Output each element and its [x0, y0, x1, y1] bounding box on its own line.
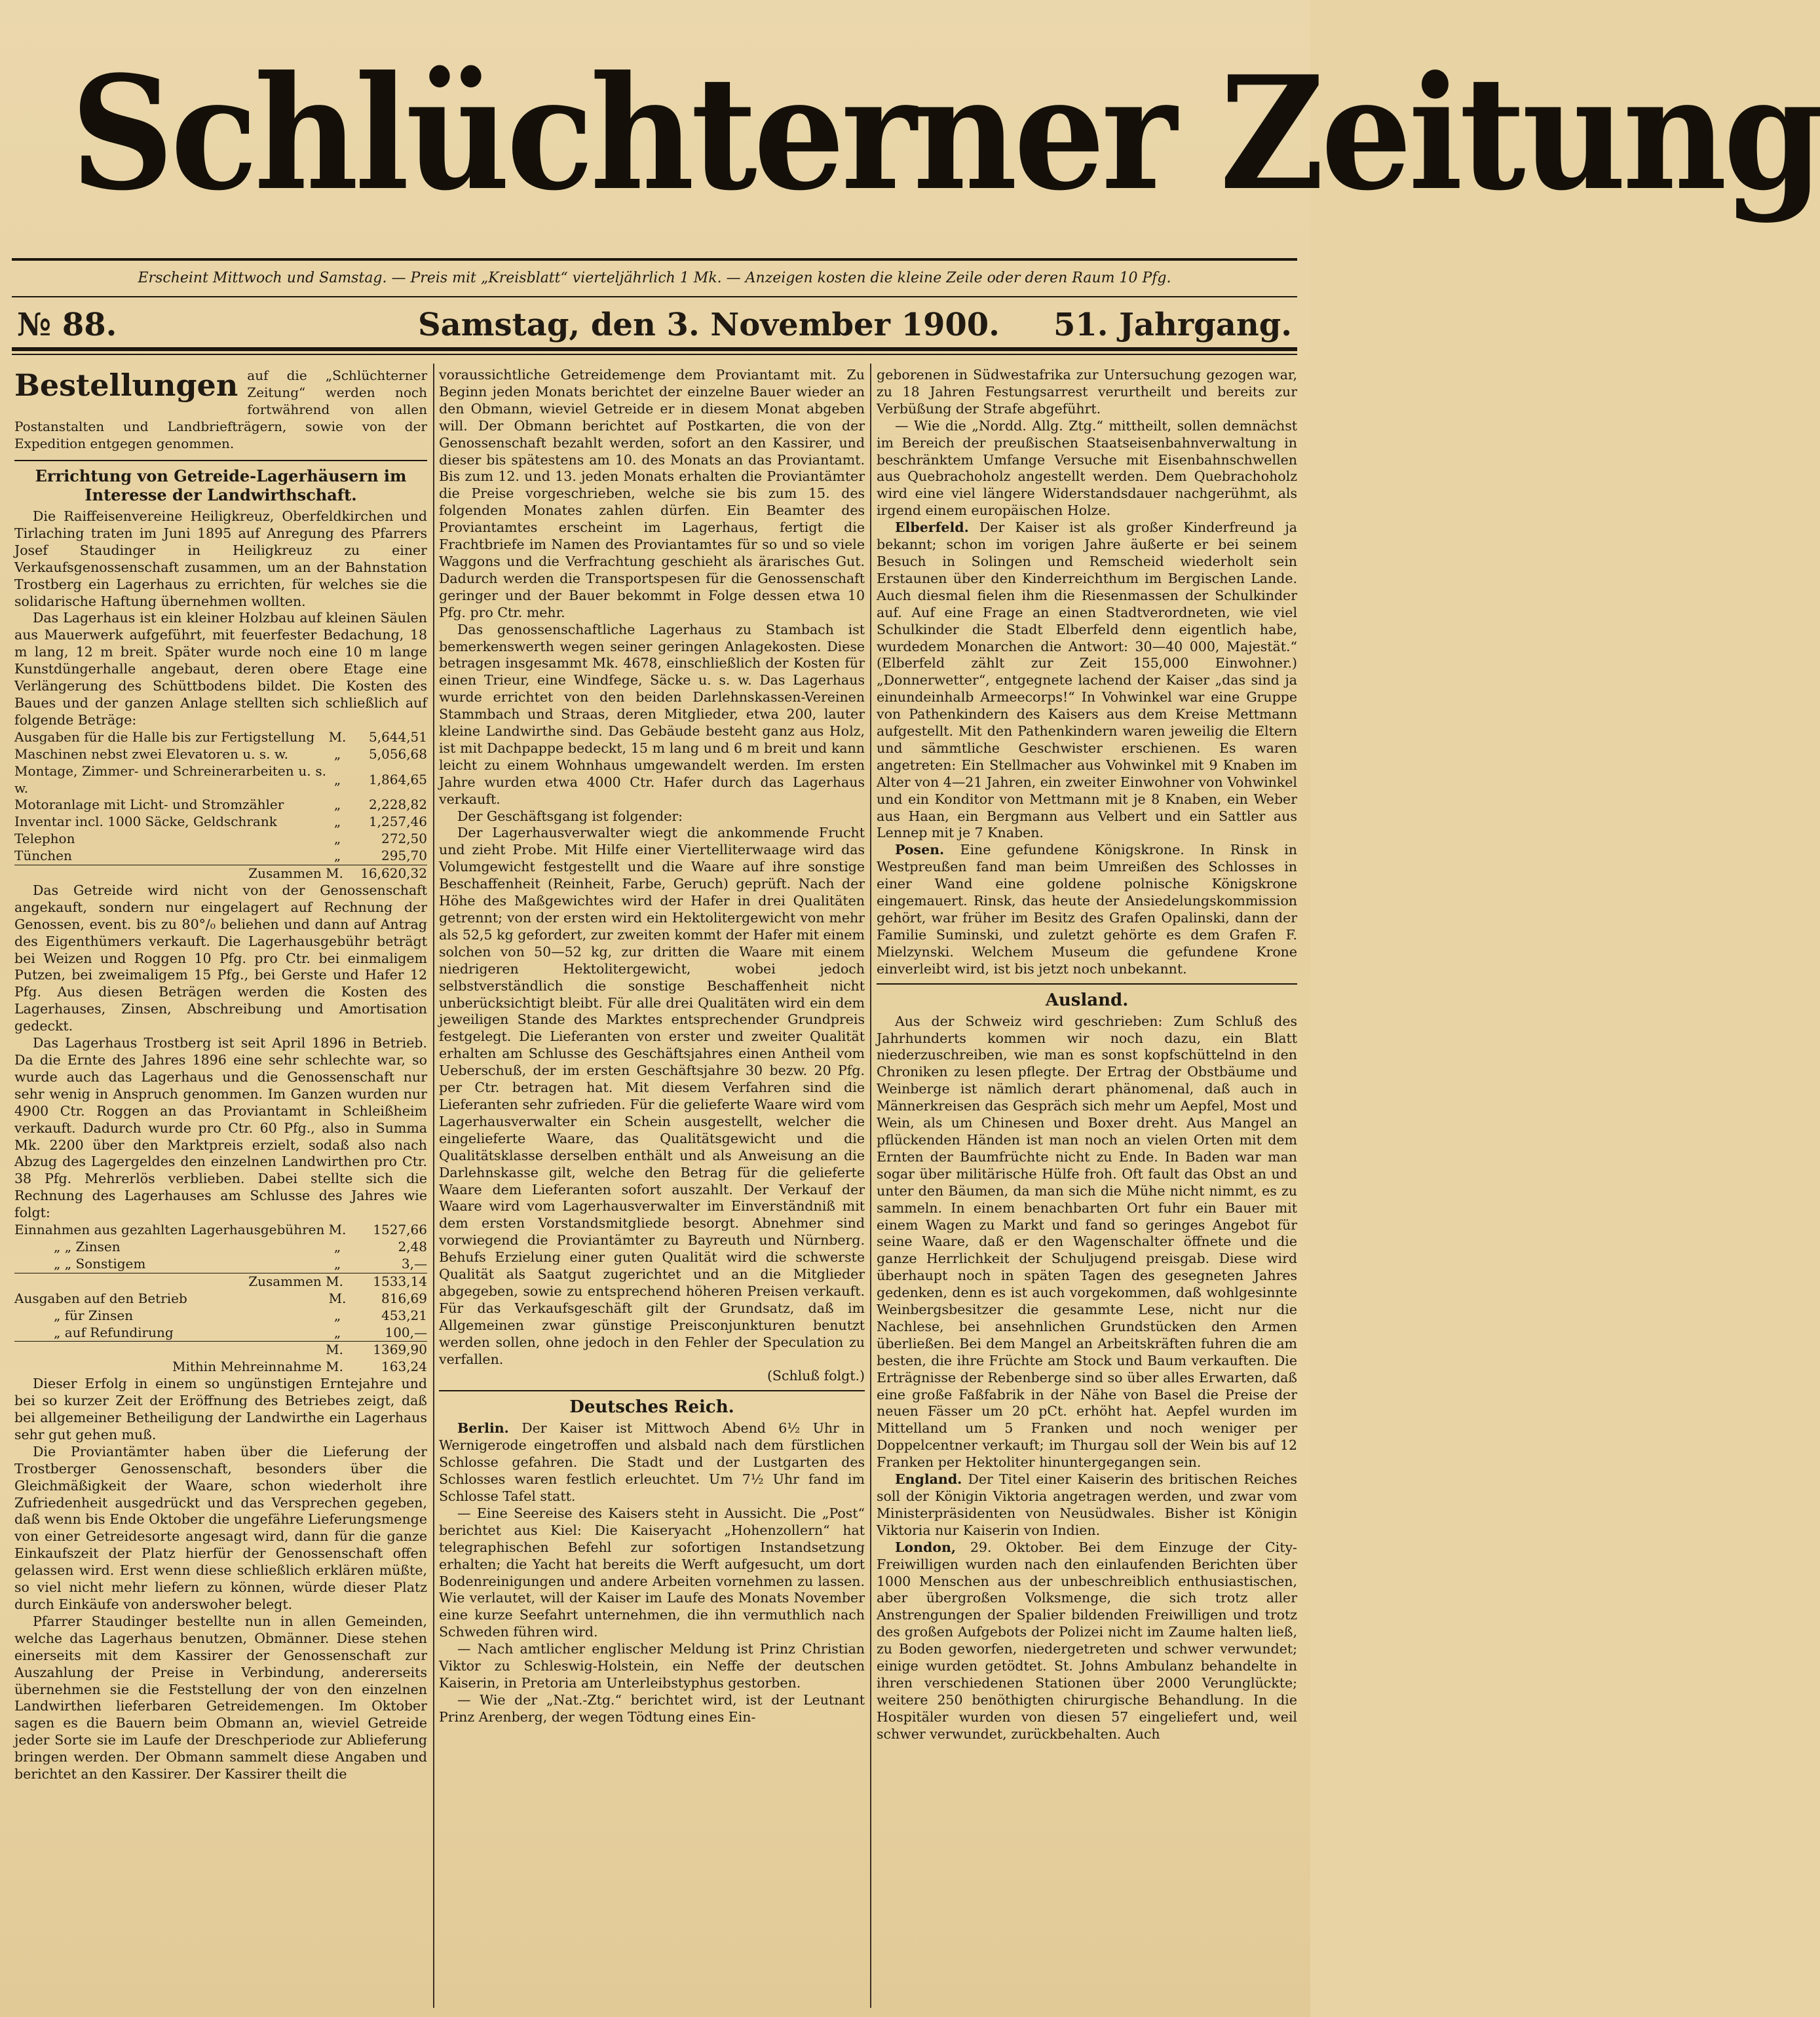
info-rule: [12, 296, 1297, 297]
cost-unit: „: [333, 848, 341, 864]
article-paragraph: voraussichtliche Getreidemenge dem Proviantamt mit. Zu Beginn jeden Monats berichtet der einzelne Bauer wieder an den Obmann, wieviel Getreide er in diesem Monat abgeben will. Der Obmann berichtet auf Postkarten, die von der Genossenschaft bezahlt werden, sofort an den Kassirer, und dieser bis spätestens am 10. des Monats an das Proviantamt. Bis zum 12. und 13. jeden Monats erhalten die Proviantämter die Preise vorgeschrieben, welche sie bis zum 15. des folgenden Monates zahlen dürfen. Ein Beamter des Proviantamtes erscheint im Lagerhaus, fertigt die Frachtbriefe im Namen des Proviantamtes für so und so viele Waggons und die Verfrachtung geschieht als ärarisches Gut. Dadurch werden die Transportspesen für die Genossenschaft geringer und der Bauer bekommt in Folge dessen etwa 10 Pfg. pro Ctr. mehr.: [439, 367, 865, 620]
expense-row: [14, 1291, 427, 1308]
expense-label: Ausgaben auf den Betrieb: [14, 1290, 187, 1306]
income-label: Einnahmen aus gezahlten Lagerhausgebühren: [14, 1222, 325, 1238]
cost-total-label: Zusammen M.: [248, 865, 343, 882]
surplus-amount: 163,24: [381, 1359, 427, 1375]
cost-label: Montage, Zimmer- und Schreinerarbeiten u. s. w.: [14, 763, 326, 796]
dateline-place: Elberfeld.: [895, 519, 969, 536]
dateline-place: London,: [895, 1539, 957, 1555]
news-text: Der Titel einer Kaiserin des britischen Reiches soll der Königin Viktoria angetragen werden, und zwar vom Ministerpräsidenten von Neusüdwales. Bisher ist Königin Viktoria nur Kaiserin von Indien.: [877, 1471, 1297, 1538]
expense-label: „ für Zinsen: [54, 1307, 134, 1323]
cost-total-row: [14, 865, 427, 882]
expense-row: [14, 1308, 427, 1325]
income-total-row: [14, 1273, 427, 1290]
income-row: [14, 1222, 427, 1239]
news-item: — Wie die „Nordd. Allg. Ztg.“ mittheilt, sollen demnächst im Bereich der preußischen Staatseisenbahnverwaltung in beschränktem Umfange Versuche mit Eisenbahnschwellen aus Quebrachoholz angestellt werden. Dem Quebrachoholz wird eine viel längere Widerstandsdauer nachgerühmt, als irgend einem europäischen Holze.: [877, 417, 1297, 519]
cost-total: 16,620,32: [360, 865, 427, 882]
info-line: Erscheint Mittwoch und Samstag. — Preis mit „Kreisblatt“ vierteljährlich 1 Mk. — Anzeigen kosten die kleine Zeile oder deren Raum 10 Pfg.: [138, 270, 1171, 286]
article-paragraph: Die Proviantämter haben über die Lieferung der Trostberger Genossenschaft, besonders über die Gleichmäßigkeit der Waare, schon wiederholt ihre Zufriedenheit ausgedrückt und das Versprechen gegeben, daß wenn bis Ende Oktober die ungefähre Lieferungsmenge von einer Getreidesorte angesagt wird, dann für die ganze Einkaufszeit der Platz hierfür der Genossenschaft offen gelassen wird. Erst wenn diese schließlich erklären müßte, so viel nicht mehr liefern zu können, würde dieser Platz durch Einkäufe von anderswoher belegt.: [14, 1443, 427, 1612]
bestellungen-heading: Bestellungen: [14, 368, 238, 403]
cost-label: Inventar incl. 1000 Säcke, Geldschrank: [14, 814, 277, 830]
cost-label: Ausgaben für die Halle bis zur Fertigstellung: [14, 728, 315, 745]
cost-amount: 5,056,68: [368, 745, 427, 762]
column-3: [877, 367, 1297, 2008]
article-paragraph: Dieser Erfolg in einem so ungünstigen Erntejahre und bei so kurzer Zeit der Eröffnung des Betriebes zeigt, daß bei allgemeiner Betheiligung der Landwirthe ein Lagerhaus sehr gut gehen muß.: [14, 1376, 427, 1442]
news-item: — Nach amtlicher englischer Meldung ist Prinz Christian Viktor zu Schleswig-Holstein, ein Neffe der deutschen Kaiserin, in Pretoria am Unterleibstyphus gestorben.: [439, 1641, 865, 1691]
news-text: Eine gefundene Königskrone. In Rinsk in Westpreußen fand man beim Umreißen des Schlosses in einer Wand eine goldene polnische Königskrone eingemauert. Rinsk, das heute der Ansiedelungskommission gehört, war früher im Besitz des Grafen Opalinski, dann der Familie Suminski, und zuletzt gehörte es dem Grafen F. Mielzynski. Welchem Museum die gefundene Krone einverleibt wird, ist bis jetzt noch unbekannt.: [877, 842, 1297, 977]
issue-line: [12, 303, 1297, 347]
cost-label: Tünchen: [14, 848, 72, 864]
income-total-label: Zusammen M.: [248, 1273, 343, 1289]
notice-rule: [14, 460, 427, 461]
cost-row: [14, 729, 427, 746]
article-paragraph: Das Lagerhaus ist ein kleiner Holzbau auf kleinen Säulen aus Mauerwerk aufgeführt, mit feuerfester Bedachung, 18 m lang, 12 m breit. Später wurde noch eine 10 m lange Kunstdüngerhalle angebaut, deren obere Etage eine Verlängerung des Schüttbodens bildet. Die Kosten des Baues und der ganzen Anlage stellten sich schließlich auf folgende Beträge:: [14, 610, 427, 728]
news-item: — Wie der „Nat.-Ztg.“ berichtet wird, ist der Leutnant Prinz Arenberg, der wegen Tödtung eines Ein-: [439, 1691, 865, 1725]
expense-amount: 100,—: [385, 1324, 427, 1340]
income-amount: 1527,66: [373, 1222, 427, 1238]
article-headline: Errichtung von Getreide-Lagerhäusern im Interesse der Landwirthschaft.: [35, 466, 407, 504]
income-row: [14, 1256, 427, 1273]
article-paragraph: Das Getreide wird nicht von der Genossenschaft angekauft, sondern nur eingelagert auf Rechnung der Genossen, event. bis zu 80°/₀ beliehen und dann auf Antrag des Eigenthümers verkauft. Die Lagerhausgebühr beträgt bei Weizen und Roggen 10 Pfg. pro Ctr. bei einmaligem Putzen, bei zweimaligem 15 Pfg., bei Gerste und Hafer 12 Pfg. Aus diesen Beträgen werden die Kosten des Lagerhauses, Zinsen, Abschreibung und Amortisation gedeckt.: [14, 882, 427, 1034]
section-heading-ausland: Ausland.: [1045, 990, 1129, 1010]
cost-unit: „: [333, 797, 341, 813]
cost-row: [14, 746, 427, 763]
article-paragraph: Das genossenschaftliche Lagerhaus zu Stambach ist bemerkenswerth wegen seiner geringen Anlagekosten. Diese betragen insgesammt Mk. 4678, einschließlich der Kosten für einen Trieur, eine Windfege, Säcke u. s. w. Das Lagerhaus wurde errichtet von den beiden Darlehnskassen-Vereinen Stammbach und Straas, deren Mitglieder, etwa 200, lauter kleine Landwirthe sind. Das Gebäude besteht ganz aus Holz, ist mit Dachpappe bedeckt, 15 m lang und 6 m breit und kann leicht zu einem Wohnhaus umgewandelt werden. Im ersten Jahre wurden etwa 4000 Ctr. Hafer durch das Lagerhaus verkauft.: [439, 621, 865, 807]
income-amount: 3,—: [401, 1255, 427, 1272]
article-paragraph: Der Lagerhausverwalter wiegt die ankommende Frucht und zieht Probe. Mit Hilfe einer Viertelliterwaage wird das Volumgewicht festgestellt und die Waare auf ihre sonstige Beschaffenheit (Reinheit, Farbe, Geruch) geprüft. Nach der Höhe des Maßgewichtes wird der Hafer in drei Qualitäten getrennt; von der ersten wird ein Hektolitergewicht von mehr als 52,5 kg gefordert, zur zweiten kommt der Hafer mit einem solchen von 50—52 kg, zur dritten die Waare mit einem niedrigeren Hektolitergewicht, wobei jedoch selbstverständlich die sonstige Beschaffenheit nicht unberücksichtigt bleibt. Für alle drei Qualitäten wird ein dem jeweiligen Stande des Marktes entsprechender Grundpreis festgelegt. Die Lieferanten von erster und zweiter Qualität erhalten am Schlusse des Geschäftsjahres einen Antheil vom Ueberschuß, der im ersten Geschäftsjahre 30 bezw. 20 Pfg. per Ctr. betragen hat. Mit diesem Verfahren sind die Lieferanten sehr zufrieden. Für die gelieferte Waare wird vom Lagerhausverwalter ein Schein ausgestellt, welcher die eingelieferte Waare, das Qualitätsgewicht und die Qualitätsklasse derselben enthält und als Anweisung an die Darlehnskasse gilt, welche den Betrag für die gelieferte Waare dem Lieferanten sofort auszahlt. Der Verkauf der Waare wird vom Lagerhausverwalter im Einverständniß mit dem ersten Vorstandsmitgliede besorgt. Abnehmer sind vorwiegend die Proviantämter zu Bayreuth und Nürnberg. Behufs Erzielung einer guten Qualität wird die schwerste Qualität als Saatgut zugerichtet und an die Mitglieder abgegeben, sowie zu entsprechend höheren Preisen verkauft. Für das Verkaufsgeschäft gilt der Grundsatz, daß im Allgemeinen zwar günstige Preisconjunkturen benutzt werden sollen, ohne jedoch in den Fehler der Speculation zu verfallen.: [439, 825, 865, 1367]
article-paragraph: Der Geschäftsgang ist folgender:: [457, 808, 683, 824]
cost-amount: 1,257,46: [368, 814, 427, 830]
income-label: „ „ Sonstigem: [54, 1255, 146, 1272]
column-divider-2: [870, 364, 871, 2008]
surplus-label: Mithin Mehreinnahme M.: [172, 1359, 343, 1375]
cost-amount: 5,644,51: [368, 728, 427, 745]
expense-amount: 816,69: [381, 1290, 427, 1306]
expense-total: 1369,90: [373, 1342, 427, 1358]
income-unit: M.: [328, 1222, 347, 1238]
cost-amount: 1,864,65: [368, 771, 427, 787]
issue-number: № 88.: [17, 307, 117, 343]
news-text: Der Kaiser ist als großer Kinderfreund ja bekannt; schon im vorigen Jahre äußerte er bei seinem Besuch in Solingen und Remscheid wiederholt sein Erstaunen über den Kinderreichthum im Bergischen Lande. Auch diesmal fielen ihm die Riesenmassen der Schulkinder auf. Auf eine Frage an einen Stadtverordneten, wie viel Schulkinder die Stadt Elberfeld denn eigentlich habe, wurdedem Monarchen die Antwort: 30—40 000, Majestät.“ (Elberfeld zählt zur Zeit 155,000 Einwohner.) „Donnerwetter“, entgegnete lachend der Kaiser „das sind ja einundeinhalb Armeecorps!“ In Vohwinkel war eine Gruppe von Pathenkindern des Kaisers aus dem Kreise Mettmann aufgestellt. Mit den Pathenkindern waren jeweilig die Eltern und sämmtliche Geschwister erschienen. Es waren angetreten: Ein Stellmacher aus Vohwinkel mit 9 Knaben im Alter von 4—21 Jahren, ein zweiter Einwohner von Vohwinkel und ein Konditor von Mettmann mit je 8 Knaben, ein Weber aus Haan, ein Bergmann aus Velbert und ein Sattler aus Lennep mit je 7 Knaben.: [877, 519, 1297, 841]
dateline-place: Berlin.: [457, 1420, 509, 1437]
cost-label: Telephon: [14, 831, 75, 847]
expense-total-row: [14, 1342, 427, 1359]
article-paragraph: Das Lagerhaus Trostberg ist seit April 1896 in Betrieb. Da die Ernte des Jahres 1896 eine sehr schlechte war, so wurde auch das Lagerhaus und die Genossenschaft nur sehr wenig in Anspruch genommen. Im Ganzen wurden nur 4900 Ctr. Roggen an das Proviantamt in Schleißheim verkauft. Dadurch wurde pro Ctr. 60 Pfg., also in Summa Mk. 2200 über den Marktpreis erzielt, sodaß also nach Abzug des Lagergeldes den einzelnen Landwirthen pro Ctr. 38 Pfg. Mehrerlös verblieben. Dabei stellte sich die Rechnung des Lagerhauses am Schlusse des Jahres wie folgt:: [14, 1035, 427, 1221]
expense-row: [14, 1325, 427, 1342]
income-amount: 2,48: [398, 1238, 427, 1254]
dateline-place: England.: [895, 1471, 962, 1488]
income-unit: „: [333, 1238, 341, 1254]
news-text: 29. Oktober. Bei dem Einzuge der City-Freiwilligen wurden nach den einlaufenden Berichten über 1000 Menschen aus der unbeschreiblich enthusiastischen, aber übergroßen Volksmenge, die sich trotz aller Anstrengungen der Spalier bildenden Freiwilligen und trotz des großen Aufgebots der Polizei nicht im Zaume halten ließ, zu Boden geworfen, niedergetreten und schwer verwundet; einige wurden getödtet. St. Johns Ambulanz behandelte in ihren verschiedenen Stationen über 2000 Verunglückte; weitere 250 benöthigten chirurgische Behandlung. In die Hospitäler wurden von diesen 57 eingeliefert und, weil schwer verwundet, zurückbehalten. Auch: [877, 1539, 1297, 1742]
issue-date: Samstag, den 3. November 1900.: [418, 307, 1000, 343]
news-text: Der Kaiser ist Mittwoch Abend 6½ Uhr in Wernigerode eingetroffen und alsbald nach dem fürstlichen Schlosse gefahren. Die Stadt und der Lustgarten des Schlosses waren festlich erleuchtet. Um 7½ Uhr fand im Schlosse Tafel statt.: [439, 1420, 865, 1504]
issue-rule-thick: [12, 347, 1297, 351]
cost-unit: „: [333, 814, 341, 830]
news-item: — Eine Seereise des Kaisers steht in Aussicht. Die „Post“ berichtet aus Kiel: Die Kaiseryacht „Hohenzollern“ hat telegraphischen Befehl zur sofortigen Instandsetzung erhalten; die Yacht hat bereits die Werft aufgesucht, um dort Bodenreinigungen und andere Arbeiten vornehmen zu lassen. Wie verlautet, will der Kaiser im Laufe des Monats November eine kurze Seefahrt unternehmen, die ihn vermuthlich nach Schweden führen wird.: [439, 1505, 865, 1640]
expense-unit: M.: [328, 1290, 347, 1306]
news-item: [439, 1420, 865, 1505]
news-item: [877, 519, 1297, 842]
dateline-place: Posen.: [895, 842, 945, 858]
section-rule: [439, 1390, 865, 1391]
article-paragraph: Die Raiffeisenvereine Heiligkreuz, Oberfeldkirchen und Tirlaching traten im Juni 1895 auf Anregung des Pfarrers Josef Staudinger in Heiligkreuz zu einer Verkaufsgenossenschaft zusammen, um an der Bahnstation Trostberg ein Lagerhaus zu errichten, für welches sie die solidarische Haftung übernehmen wollten.: [14, 508, 427, 609]
expense-unit: „: [333, 1324, 341, 1340]
cost-row: [14, 831, 427, 848]
cost-row: [14, 763, 427, 797]
cost-amount: 2,228,82: [368, 797, 427, 813]
cost-table: [14, 729, 427, 882]
cost-unit: „: [333, 771, 341, 787]
cost-label: Maschinen nebst zwei Elevatoren u. s. w.: [14, 745, 288, 762]
bestellungen-text: auf die „Schlüchterner Zeitung“ werden noch fortwährend von allen Postanstalten und Landbriefträgern, sowie von der Expedition entgegen genommen.: [14, 368, 427, 451]
surplus-row: [14, 1359, 427, 1376]
column-divider-1: [433, 364, 434, 2008]
section-heading-deutsches-reich: Deutsches Reich.: [569, 1397, 734, 1418]
expense-total-label: M.: [326, 1342, 343, 1358]
news-item: [877, 1539, 1297, 1743]
income-label: „ „ Zinsen: [54, 1238, 121, 1254]
news-item: [877, 842, 1297, 977]
income-table: [14, 1222, 427, 1376]
column-2: [439, 367, 865, 2008]
expense-unit: „: [333, 1307, 341, 1323]
issue-rule-thin: [12, 354, 1297, 355]
cost-unit: M.: [328, 728, 347, 745]
news-item: [877, 1471, 1297, 1539]
cost-row: [14, 797, 427, 814]
income-total: 1533,14: [373, 1273, 427, 1289]
cost-unit: „: [333, 745, 341, 762]
news-item: geborenen in Südwestafrika zur Untersuchung gezogen war, zu 18 Jahren Festungsarrest verurtheilt und bereits zur Verbüßung der Strafe abgeführt.: [877, 367, 1297, 417]
issue-volume: 51. Jahrgang.: [1053, 307, 1292, 343]
cost-row: [14, 848, 427, 865]
subscription-notice: [14, 367, 427, 452]
cost-amount: 272,50: [381, 831, 427, 847]
article-paragraph: Pfarrer Staudinger bestellte nun in allen Gemeinden, welche das Lagerhaus benutzen, Obmänner. Diese stehen einerseits mit dem Kassirer der Genossenschaft zur Auszahlung der Preise in Verbindung, andererseits übernehmen sie die Feststellung der von den einzelnen Landwirthen lieferbaren Getreidemengen. Im Oktober sagen es die Bauern beim Obmann an, wieviel Getreide jeder Sorte sie im Laufe der Dreschperiode zur Ablieferung bringen werden. Der Obmann sammelt diese Angaben und berichtet an den Kassirer. Der Kassirer theilt die: [14, 1613, 427, 1782]
expense-amount: 453,21: [381, 1307, 427, 1323]
cost-unit: „: [333, 831, 341, 847]
income-unit: „: [333, 1255, 341, 1272]
cost-row: [14, 814, 427, 831]
top-rule: [12, 258, 1297, 261]
income-row: [14, 1239, 427, 1256]
cost-label: Motoranlage mit Licht- und Stromzähler: [14, 797, 284, 813]
continuation-note: (Schluß folgt.): [767, 1368, 865, 1384]
section-rule: [877, 983, 1297, 985]
news-item: Aus der Schweiz wird geschrieben: Zum Schluß des Jahrhunderts kommen wir noch dazu, ein Blatt niederzuschreiben, wie man es sonst kopfschüttelnd in den Chroniken zu lesen pflegte. Der Ertrag der Obstbäume und Weinberge ist nämlich derart phänomenal, daß auch in Männerkreisen das Gespräch sich mehr um Aepfel, Most und Wein, als um Chinesen und Boxer dreht. Aus Mangel an pflückenden Händen ist man noch an vielen Orten mit dem Ernten der Baumfrüchte nicht zu Ende. In Baden war man sogar über militärische Hülfe froh. Oft fault das Obst an und unter den Bäumen, da man sich die Mühe nicht nimmt, es zu sammeln. In einem benachbarten Ort fuhr ein Bauer mit einem Wagen zu Markt und fand so geringes Angebot für seine Waare, daß er den Wagenschalter öffnete und die ganze Herrlichkeit der Schuljugend preisgab. Diese wird überhaupt noch in späten Tagen des gesegneten Jahres gedenken, denn es ist auch vorgekommen, daß wohlgesinnte Weinbergsbesitzer die gesammte Lese, nicht nur die Nachlese, bei ansehnlichen Grundstücken den Armen überließen. Bei dem Mangel an Arbeitskräften fuhren die am besten, die ihre Früchte am Stock und Baum verkauften. Die Erträgnisse der Rebenberge sind so über alles Erwarten, daß eine große Faßfabrik in der Nähe von Basel die Preise der neuen Fässer um 20 pCt. erhöht hat. Aepfel wurden im Mittelland um 5 Franken und noch weniger per Doppelcentner verkauft; im Thurgau soll der Wein bis auf 12 Franken per Hektoliter hinuntergegangen sein.: [877, 1013, 1297, 1471]
expense-label: „ auf Refundirung: [54, 1324, 174, 1340]
cost-amount: 295,70: [381, 848, 427, 864]
column-1: [14, 367, 427, 2008]
masthead-title: Schlüchterner Zeitung: [70, 43, 1820, 225]
